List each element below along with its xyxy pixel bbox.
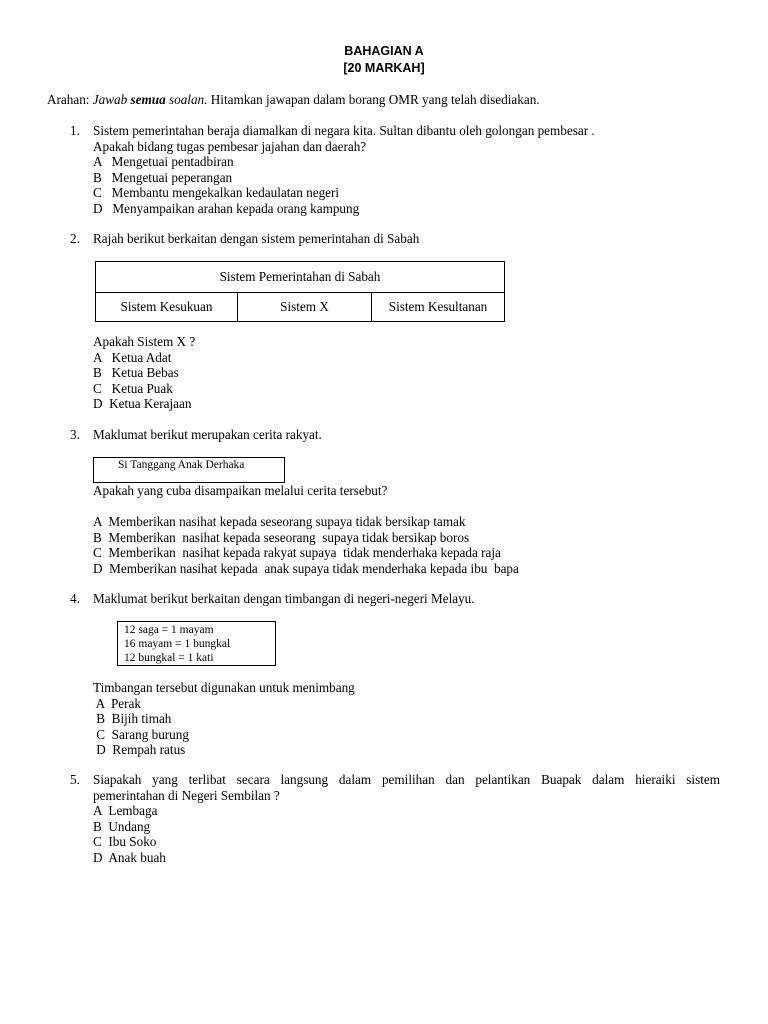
question-text: Maklumat berikut berkaitan dengan timbangan di negeri-negeri Melayu. — [93, 591, 475, 606]
option-d: D Ketua Kerajaan — [93, 396, 192, 411]
option-b: B Memberikan nasihat kepada seseorang supaya tidak bersikap boros — [93, 529, 470, 545]
option-c: C Memberikan nasihat kepada rakyat supaya tidak menderhaka kepada raja — [93, 545, 501, 560]
question-number: 1. — [70, 123, 80, 138]
question-text: Rajah berikut berkaitan dengan sistem pemerintahan di Sabah — [93, 231, 420, 246]
folk-tale-box — [93, 457, 285, 483]
section-marks: [20 MARKAH] — [343, 61, 425, 75]
table-cell: Sistem X — [238, 293, 372, 322]
question-text: Apakah bidang tugas pembesar jajahan dan daerah? — [93, 138, 367, 154]
question-number: 2. — [70, 231, 80, 246]
option-a: A Ketua Adat — [93, 349, 172, 365]
question-prompt: Timbangan tersebut digunakan untuk menimbang — [93, 680, 355, 695]
option-c: C Ibu Soko — [93, 834, 157, 849]
question-prompt: Apakah Sistem X ? — [93, 334, 196, 349]
question-text: pemerintahan di Negeri Sembilan ? — [93, 787, 280, 803]
option-b: B Bijih timah — [93, 711, 172, 726]
option-b: B Ketua Bebas — [93, 365, 179, 380]
question-prompt: Apakah yang cuba disampaikan melalui cerita tersebut? — [93, 483, 388, 498]
option-a: A Lembaga — [93, 803, 158, 818]
weights-box — [117, 621, 276, 666]
sabah-system-table — [95, 261, 505, 322]
question-number: 4. — [70, 591, 80, 606]
option-b: B Mengetuai peperangan — [93, 169, 233, 185]
folk-tale-title: Si Tanggang Anak Derhaka — [118, 459, 245, 471]
weight-line: 12 bungkal = 1 kati — [124, 652, 214, 664]
section-title: BAHAGIAN A — [344, 44, 424, 58]
option-a: A Mengetuai pentadbiran — [93, 154, 234, 169]
question-number: 5. — [70, 772, 80, 787]
weight-line: 16 mayam = 1 bungkal — [124, 638, 231, 650]
table-cell: Sistem Kesultanan — [372, 293, 505, 322]
option-d: D Menyampaikan arahan kepada orang kampung — [93, 200, 360, 216]
table-title: Sistem Pemerintahan di Sabah — [96, 262, 505, 293]
instructions — [47, 92, 540, 108]
question-text: Siapakah yang terlibat secara langsung dalam pemilihan dan pelantikan Buapak dalam hieraiki sistem — [93, 772, 720, 787]
table-cell: Sistem Kesukuan — [96, 293, 238, 322]
instructions-bold: semua — [130, 92, 166, 107]
question-text: Sistem pemerintahan beraja diamalkan di negara kita. Sultan dibantu oleh golongan pembesar . — [93, 123, 595, 138]
instructions-italic-a: Jawab — [92, 92, 131, 107]
question-number: 3. — [70, 427, 80, 442]
option-d: D Rempah ratus — [93, 742, 186, 757]
option-a: A Perak — [93, 695, 141, 711]
instructions-prefix: Arahan: — [47, 92, 93, 107]
option-d: D Anak buah — [93, 849, 166, 865]
option-c: C Ketua Puak — [93, 380, 173, 396]
question-text: Maklumat berikut merupakan cerita rakyat. — [93, 427, 322, 442]
instructions-italic-b: soalan. — [165, 92, 208, 107]
weight-line: 12 saga = 1 mayam — [124, 624, 214, 636]
option-d: D Memberikan nasihat kepada anak supaya tidak menderhaka kepada ibu bapa — [93, 560, 519, 576]
option-c: C Membantu mengekalkan kedaulatan negeri — [93, 185, 340, 200]
instructions-rest: Hitamkan jawapan dalam borang OMR yang telah disediakan. — [207, 92, 540, 107]
option-c: C Sarang burung — [93, 726, 189, 742]
option-b: B Undang — [93, 818, 151, 834]
option-a: A Memberikan nasihat kepada seseorang supaya tidak bersikap tamak — [93, 514, 466, 529]
